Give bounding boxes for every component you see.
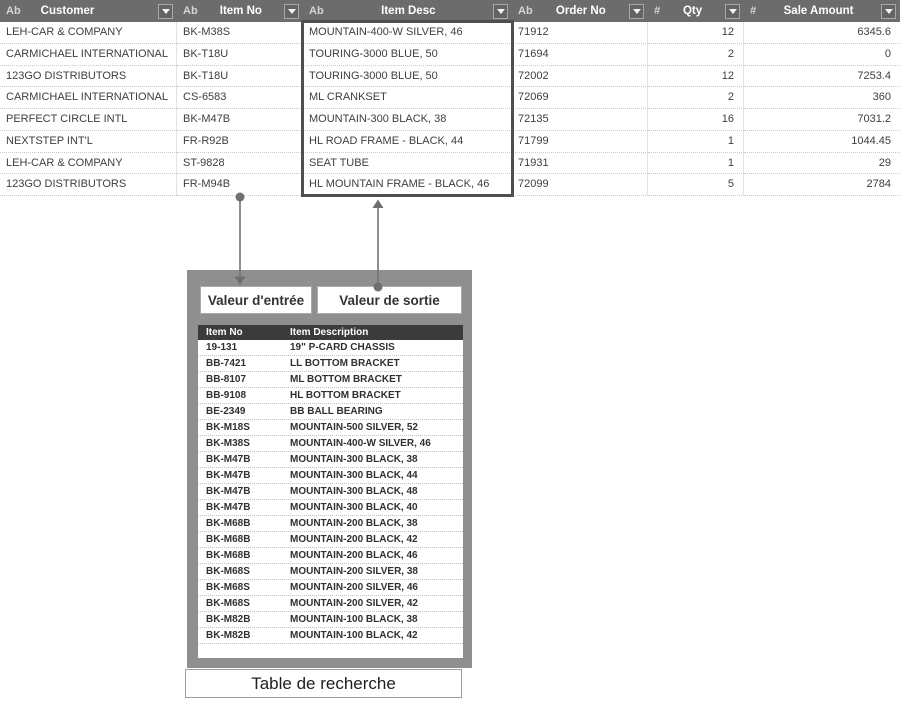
lookup-row <box>198 436 463 452</box>
number-type-icon: # <box>750 5 757 17</box>
table-cell[interactable]: 2 <box>648 87 744 109</box>
lookup-item-no: BK-M47B <box>206 486 251 497</box>
column-header-item-desc[interactable] <box>303 0 512 22</box>
table-cell[interactable]: 72069 <box>512 87 648 109</box>
lookup-item-description: HL BOTTOM BRACKET <box>290 390 401 401</box>
lookup-row <box>198 612 463 628</box>
table-cell[interactable]: ML CRANKSET <box>303 87 512 109</box>
lookup-item-description: MOUNTAIN-200 SILVER, 38 <box>290 566 418 577</box>
text-type-icon: Ab <box>6 5 21 17</box>
table-cell[interactable]: 72099 <box>512 174 648 196</box>
table-cell[interactable]: CARMICHAEL INTERNATIONAL <box>0 44 177 66</box>
table-cell[interactable]: FR-R92B <box>177 131 303 153</box>
lookup-row <box>198 628 463 644</box>
lookup-row <box>198 500 463 516</box>
column-label: Item Desc <box>381 5 436 17</box>
table-cell[interactable]: 12 <box>648 22 744 44</box>
lookup-item-no: BK-M82B <box>206 614 251 625</box>
lookup-row <box>198 548 463 564</box>
lookup-item-no: BB-9108 <box>206 390 247 401</box>
table-cell[interactable]: 2 <box>648 44 744 66</box>
lookup-item-no: BK-M68B <box>206 534 251 545</box>
table-cell[interactable]: 5 <box>648 174 744 196</box>
lookup-item-description: MOUNTAIN-300 BLACK, 38 <box>290 454 418 465</box>
column-header-qty[interactable] <box>648 0 744 22</box>
lookup-item-description: LL BOTTOM BRACKET <box>290 358 400 369</box>
table-cell[interactable]: TOURING-3000 BLUE, 50 <box>303 66 512 88</box>
lookup-item-no: BB-8107 <box>206 374 247 385</box>
lookup-item-description: MOUNTAIN-300 BLACK, 44 <box>290 470 418 481</box>
lookup-item-description: ML BOTTOM BRACKET <box>290 374 402 385</box>
table-cell[interactable]: 71799 <box>512 131 648 153</box>
lookup-item-description: MOUNTAIN-100 BLACK, 42 <box>290 630 418 641</box>
lookup-row <box>198 420 463 436</box>
lookup-row <box>198 372 463 388</box>
lookup-row <box>198 580 463 596</box>
column-header-customer[interactable] <box>0 0 177 22</box>
lookup-row <box>198 340 463 356</box>
input-value-label: Valeur d'entrée <box>200 286 312 314</box>
lookup-item-description: MOUNTAIN-200 SILVER, 42 <box>290 598 418 609</box>
output-value-label: Valeur de sortie <box>317 286 462 314</box>
lookup-item-no: BK-M18S <box>206 422 250 433</box>
lookup-item-description: MOUNTAIN-500 SILVER, 52 <box>290 422 418 433</box>
filter-chevron-down-icon[interactable] <box>725 4 740 19</box>
lookup-row <box>198 564 463 580</box>
lookup-item-description: 19" P-CARD CHASSIS <box>290 342 395 353</box>
lookup-row <box>198 356 463 372</box>
column-header-item-no[interactable] <box>177 0 303 22</box>
column-label: Customer <box>40 5 95 17</box>
lookup-item-description: MOUNTAIN-200 BLACK, 46 <box>290 550 418 561</box>
table-cell[interactable]: 71912 <box>512 22 648 44</box>
lookup-item-no: BK-M38S <box>206 438 250 449</box>
lookup-row <box>198 388 463 404</box>
table-cell[interactable]: 72135 <box>512 109 648 131</box>
table-cell[interactable]: BK-M38S <box>177 22 303 44</box>
text-type-icon: Ab <box>309 5 324 17</box>
lookup-item-no: BE-2349 <box>206 406 246 417</box>
lookup-table <box>198 325 463 658</box>
column-header-order-no[interactable] <box>512 0 648 22</box>
table-cell[interactable]: 29 <box>744 153 900 175</box>
lookup-item-no: BK-M82B <box>206 630 251 641</box>
lookup-item-no: BK-M47B <box>206 470 251 481</box>
column-label: Item No <box>219 5 262 17</box>
lookup-item-description: MOUNTAIN-300 BLACK, 48 <box>290 486 418 497</box>
column-label: Qty <box>682 5 703 17</box>
data-preview-table <box>0 0 900 196</box>
table-cell[interactable]: 1044.45 <box>744 131 900 153</box>
column-label: Order No <box>555 5 606 17</box>
column-header-sale-amount[interactable] <box>744 0 900 22</box>
table-cell[interactable]: BK-T18U <box>177 66 303 88</box>
filter-chevron-down-icon[interactable] <box>881 4 896 19</box>
table-cell[interactable]: 1 <box>648 131 744 153</box>
table-cell[interactable]: 71694 <box>512 44 648 66</box>
table-cell[interactable]: 12 <box>648 66 744 88</box>
table-cell[interactable]: LEH-CAR & COMPANY <box>0 153 177 175</box>
lookup-item-description: MOUNTAIN-100 BLACK, 38 <box>290 614 418 625</box>
table-cell[interactable]: BK-T18U <box>177 44 303 66</box>
lookup-header-item-desc: Item Description <box>290 327 369 338</box>
number-type-icon: # <box>654 5 661 17</box>
text-type-icon: Ab <box>518 5 533 17</box>
table-cell[interactable]: 72002 <box>512 66 648 88</box>
lookup-item-description: MOUNTAIN-200 BLACK, 42 <box>290 534 418 545</box>
table-cell[interactable]: CS-6583 <box>177 87 303 109</box>
table-body <box>0 22 900 196</box>
table-cell[interactable]: 7253.4 <box>744 66 900 88</box>
table-cell[interactable]: BK-M47B <box>177 109 303 131</box>
table-cell[interactable]: 7031.2 <box>744 109 900 131</box>
table-cell[interactable]: 2784 <box>744 174 900 196</box>
column-label: Sale Amount <box>783 5 854 17</box>
table-cell[interactable]: MOUNTAIN-400-W SILVER, 46 <box>303 22 512 44</box>
lookup-item-no: 19-131 <box>206 342 238 353</box>
table-cell[interactable]: 123GO DISTRIBUTORS <box>0 174 177 196</box>
lookup-item-no: BK-M68B <box>206 550 251 561</box>
table-cell[interactable]: CARMICHAEL INTERNATIONAL <box>0 87 177 109</box>
lookup-row <box>198 596 463 612</box>
table-cell[interactable]: FR-M94B <box>177 174 303 196</box>
lookup-item-description: MOUNTAIN-200 BLACK, 38 <box>290 518 418 529</box>
lookup-row <box>198 404 463 420</box>
filter-chevron-down-icon[interactable] <box>493 4 508 19</box>
table-cell[interactable]: 0 <box>744 44 900 66</box>
table-cell[interactable]: 71931 <box>512 153 648 175</box>
table-cell[interactable]: SEAT TUBE <box>303 153 512 175</box>
lookup-item-description: BB BALL BEARING <box>290 406 383 417</box>
text-type-icon: Ab <box>183 5 198 17</box>
lookup-row <box>198 516 463 532</box>
lookup-item-description: MOUNTAIN-200 SILVER, 46 <box>290 582 418 593</box>
table-cell[interactable]: HL MOUNTAIN FRAME - BLACK, 46 <box>303 174 512 196</box>
lookup-item-no: BK-M68S <box>206 566 250 577</box>
filter-chevron-down-icon[interactable] <box>284 4 299 19</box>
lookup-panel <box>187 270 472 668</box>
filter-chevron-down-icon[interactable] <box>629 4 644 19</box>
lookup-item-no: BK-M47B <box>206 454 251 465</box>
lookup-row <box>198 484 463 500</box>
lookup-item-no: BB-7421 <box>206 358 247 369</box>
table-cell[interactable]: 1 <box>648 153 744 175</box>
lookup-item-no: BK-M68S <box>206 598 250 609</box>
table-cell[interactable]: TOURING-3000 BLUE, 50 <box>303 44 512 66</box>
table-cell[interactable]: 360 <box>744 87 900 109</box>
table-header-row <box>0 0 900 22</box>
table-cell[interactable]: 6345.6 <box>744 22 900 44</box>
lookup-item-description: MOUNTAIN-400-W SILVER, 46 <box>290 438 431 449</box>
lookup-row <box>198 532 463 548</box>
lookup-item-description: MOUNTAIN-300 BLACK, 40 <box>290 502 418 513</box>
lookup-caption: Table de recherche <box>185 669 462 698</box>
table-cell[interactable]: NEXTSTEP INT'L <box>0 131 177 153</box>
lookup-table-body <box>198 340 463 644</box>
lookup-item-no: BK-M47B <box>206 502 251 513</box>
table-cell[interactable]: ST-9828 <box>177 153 303 175</box>
table-cell[interactable]: MOUNTAIN-300 BLACK, 38 <box>303 109 512 131</box>
lookup-row <box>198 452 463 468</box>
table-cell[interactable]: HL ROAD FRAME - BLACK, 44 <box>303 131 512 153</box>
table-cell[interactable]: 16 <box>648 109 744 131</box>
filter-chevron-down-icon[interactable] <box>158 4 173 19</box>
lookup-table-header <box>198 325 463 340</box>
lookup-item-no: BK-M68S <box>206 582 250 593</box>
table-cell[interactable]: PERFECT CIRCLE INTL <box>0 109 177 131</box>
table-cell[interactable]: 123GO DISTRIBUTORS <box>0 66 177 88</box>
lookup-header-item-no: Item No <box>206 327 243 338</box>
lookup-row <box>198 468 463 484</box>
lookup-item-no: BK-M68B <box>206 518 251 529</box>
table-cell[interactable]: LEH-CAR & COMPANY <box>0 22 177 44</box>
